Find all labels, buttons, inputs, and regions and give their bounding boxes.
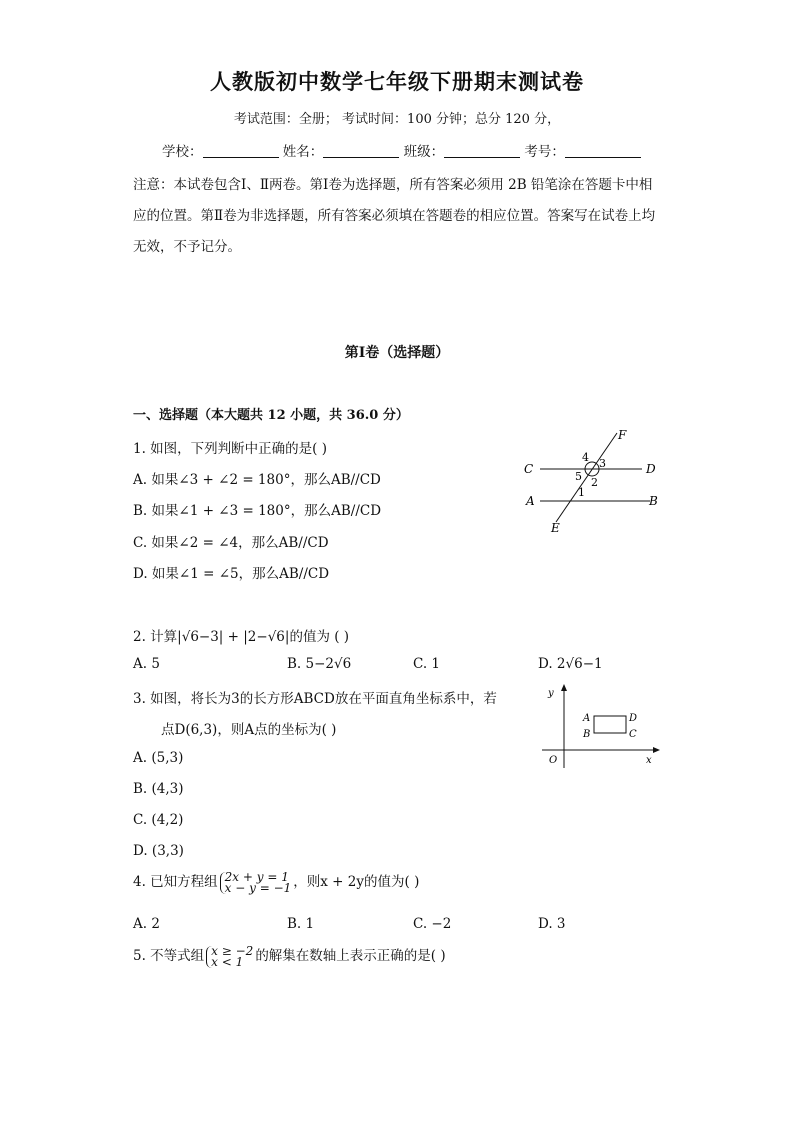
q2-stem: 2. 计算|√6−3| + |2−√6|的值为 ( )	[133, 629, 350, 645]
transversal-ef	[556, 433, 617, 522]
q3-option-a[interactable]: A. (5,3)	[133, 750, 184, 766]
q4-option-d[interactable]: D. 3	[538, 916, 566, 932]
student-info-fields	[162, 140, 641, 160]
y-axis-arrow	[561, 684, 567, 691]
school-blank[interactable]	[203, 143, 279, 158]
label-d: D	[646, 462, 656, 476]
label-a: A	[526, 494, 535, 508]
x-axis-arrow	[653, 747, 660, 753]
q4-option-c[interactable]: C. −2	[413, 916, 452, 932]
label-e: E	[551, 521, 560, 535]
q4-prefix: 4. 已知方程组	[133, 874, 218, 890]
vertex-label-d: D	[629, 713, 638, 724]
q5-prefix: 5. 不等式组	[133, 948, 205, 964]
exam-info: 考试范围：全册； 考试时间：100 分钟；总分 120 分，	[233, 112, 561, 127]
exam-number-label: 考号：	[524, 144, 565, 160]
class-blank[interactable]	[444, 143, 520, 158]
q5-stem	[133, 944, 446, 968]
angle-label-2: 2	[591, 476, 598, 489]
q2-option-a[interactable]: A. 5	[133, 656, 160, 672]
angle-label-5: 5	[575, 470, 582, 483]
exam-number-blank[interactable]	[565, 143, 641, 158]
vertex-label-b: B	[583, 729, 591, 740]
exam-title: 人教版初中数学七年级下册期末测试卷	[210, 69, 584, 94]
q4-option-a[interactable]: A. 2	[133, 916, 160, 932]
vertex-label-c: C	[629, 729, 637, 740]
q1-stem: 1. 如图，下列判断中正确的是( )	[133, 441, 327, 457]
label-c: C	[524, 462, 534, 476]
name-blank[interactable]	[323, 143, 399, 158]
angle-label-1: 1	[578, 486, 585, 499]
q1-option-d[interactable]: D. 如果∠1 = ∠5，那么AB//CD	[133, 566, 330, 582]
q2-option-d[interactable]: D. 2√6−1	[538, 656, 603, 672]
angle-label-4: 4	[582, 451, 589, 464]
q2-option-b[interactable]: B. 5−2√6	[287, 656, 352, 672]
label-f: F	[618, 428, 627, 442]
q3-stem-line1: 3. 如图，将长为3的长方形ABCD放在平面直角坐标系中，若	[133, 691, 497, 707]
axis-label-x: x	[646, 755, 652, 766]
section-title: 一、选择题（本大题共 12 小题，共 36.0 分）	[133, 408, 409, 423]
q3-option-b[interactable]: B. (4,3)	[133, 781, 184, 797]
q4-equation-2: x − y = −1	[224, 880, 292, 895]
q5-inequality-1: x ≥ −2	[211, 943, 254, 958]
q1-option-b[interactable]: B. 如果∠1 + ∠3 = 180°，那么AB//CD	[133, 503, 382, 519]
q5-inequality-system	[206, 943, 254, 969]
q1-option-a[interactable]: A. 如果∠3 + ∠2 = 180°，那么AB//CD	[133, 472, 381, 488]
q2-option-c[interactable]: C. 1	[413, 656, 441, 672]
q3-option-d[interactable]: D. (3,3)	[133, 843, 184, 859]
axis-label-y: y	[548, 688, 554, 699]
rectangle-abcd	[594, 716, 626, 733]
q3-coordinate-figure	[538, 682, 663, 770]
origin-label: O	[549, 755, 558, 766]
q5-suffix: 的解集在数轴上表示正确的是( )	[255, 948, 446, 964]
q3-option-c[interactable]: C. (4,2)	[133, 812, 184, 828]
q4-suffix: ，则x + 2y的值为( )	[293, 874, 420, 890]
vertex-label-a: A	[583, 713, 591, 724]
name-label: 姓名：	[282, 144, 324, 160]
exam-note: 注意：本试卷包含Ⅰ、Ⅱ两卷。第Ⅰ卷为选择题，所有答案必须用 2B 铅笔涂在答题卡中相应的位置。第Ⅱ卷为非选择题，所有答案必须填在答题卷的相应位置。答案写在试卷上均无效，不予记分。	[133, 177, 656, 255]
q4-stem	[133, 870, 419, 894]
angle-label-3: 3	[599, 457, 606, 470]
q1-figure	[518, 424, 668, 539]
label-b: B	[649, 494, 658, 508]
class-label: 班级：	[403, 144, 445, 160]
q4-equation-1: 2x + y = 1	[224, 869, 289, 884]
q4-equation-system	[220, 869, 292, 895]
part-title: 第Ⅰ卷（选择题）	[344, 345, 450, 361]
q3-stem-line2: 点D(6,3)，则A点的坐标为( )	[161, 722, 337, 738]
school-label: 学校：	[162, 144, 203, 160]
q5-inequality-2: x < 1	[211, 954, 244, 969]
q4-option-b[interactable]: B. 1	[287, 916, 315, 932]
q1-option-c[interactable]: C. 如果∠2 = ∠4，那么AB//CD	[133, 535, 329, 551]
